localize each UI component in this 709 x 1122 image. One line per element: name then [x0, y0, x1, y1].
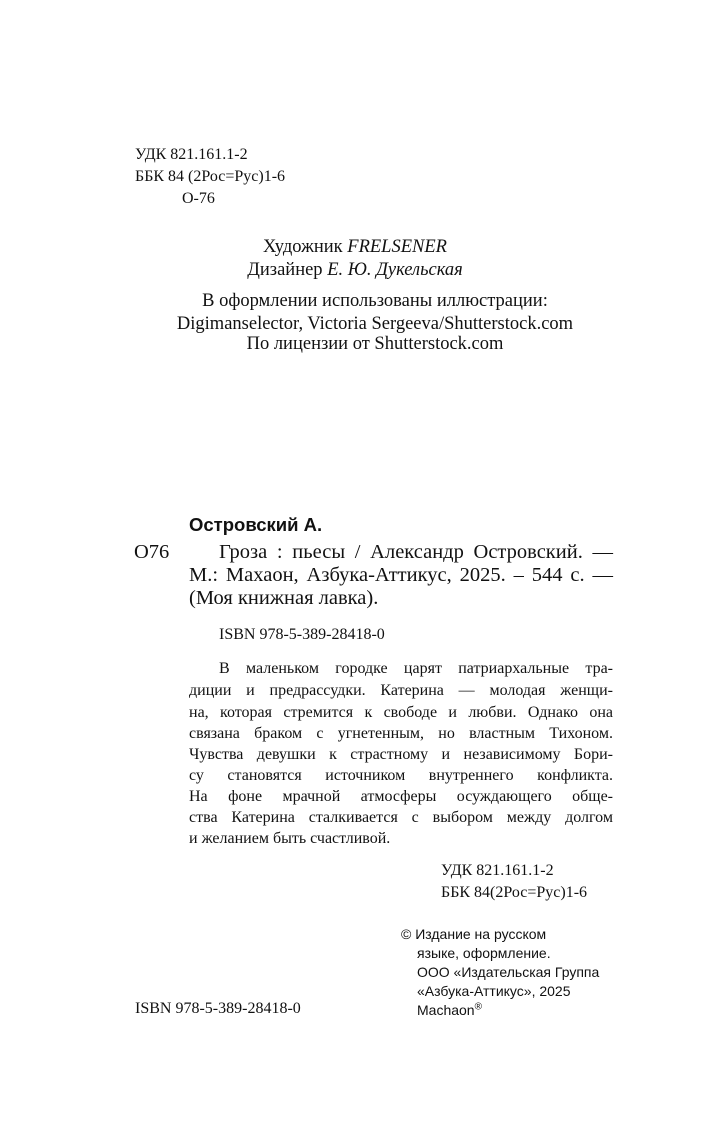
publisher-brand: Machaon: [417, 1002, 475, 1018]
copyright-line-3: ООО «Издательская Группа: [417, 964, 600, 980]
bbk-code: ББК 84 (2Рос=Рус)1-6: [135, 168, 286, 185]
annotation-line-3: на, которая стремится к свободе и любви. Однако она: [189, 704, 613, 721]
illustrations-line-2: Digimanselector, Victoria Sergeeva/Shutterstock.com: [176, 314, 574, 334]
annotation-last-line: и желанием быть счастливой.: [189, 830, 391, 847]
illustrations-line-3: По лицензии от Shutterstock.com: [246, 334, 504, 354]
udk-code-right: УДК 821.161.1-2: [441, 862, 554, 879]
record-line-1: Гроза : пьесы / Александр Островский. —: [219, 541, 613, 563]
record-line-2: М.: Махаон, Азбука-Аттикус, 2025. – 544 с. —: [189, 564, 613, 586]
author-mark: О-76: [182, 190, 215, 207]
record-code: О76: [134, 541, 170, 563]
annotation-line-7: На фоне мрачной атмосферы осуждающего обще-: [189, 788, 613, 805]
designer-name: Е. Ю. Дукельская: [327, 260, 463, 280]
bbk-code-right: ББК 84(2Рос=Рус)1-6: [441, 884, 588, 901]
copyright-line-5: [417, 1001, 482, 1020]
artist-name: FRELSENER: [347, 237, 447, 257]
record-isbn: ISBN 978-5-389-28418-0: [219, 626, 385, 643]
author-heading: Островский А.: [189, 514, 323, 535]
udk-code: УДК 821.161.1-2: [135, 146, 248, 163]
artist-label: Художник: [263, 237, 348, 257]
annotation-line-1: В маленьком городке царят патриархальные тра-: [219, 660, 613, 677]
designer-credit: [120, 259, 590, 282]
copyright-line-2: языке, оформление.: [417, 945, 551, 961]
illustrations-line-1: В оформлении использованы иллюстрации:: [202, 291, 548, 311]
footer-isbn: ISBN 978-5-389-28418-0: [135, 1000, 301, 1017]
annotation-line-2: диции и предрассудки. Катерина — молодая женщи-: [189, 682, 613, 699]
copyright-line-4: «Азбука-Аттикус», 2025: [417, 983, 571, 999]
record-line-3: (Моя книжная лавка).: [189, 587, 379, 609]
artist-credit: [120, 236, 590, 259]
annotation-line-5: Чувства девушки к страстному и независимому Бори-: [189, 746, 613, 763]
annotation-line-4: связана браком с угнетенным, но властным Тихоном.: [189, 725, 613, 742]
annotation-line-8: ства Катерина сталкивается с выбором между долгом: [189, 809, 613, 826]
registered-mark: ®: [474, 1001, 482, 1013]
designer-label: Дизайнер: [247, 260, 328, 280]
copyright-line-1: © Издание на русском: [401, 926, 547, 942]
annotation-line-6: су становятся источником внутреннего конфликта.: [189, 767, 613, 784]
